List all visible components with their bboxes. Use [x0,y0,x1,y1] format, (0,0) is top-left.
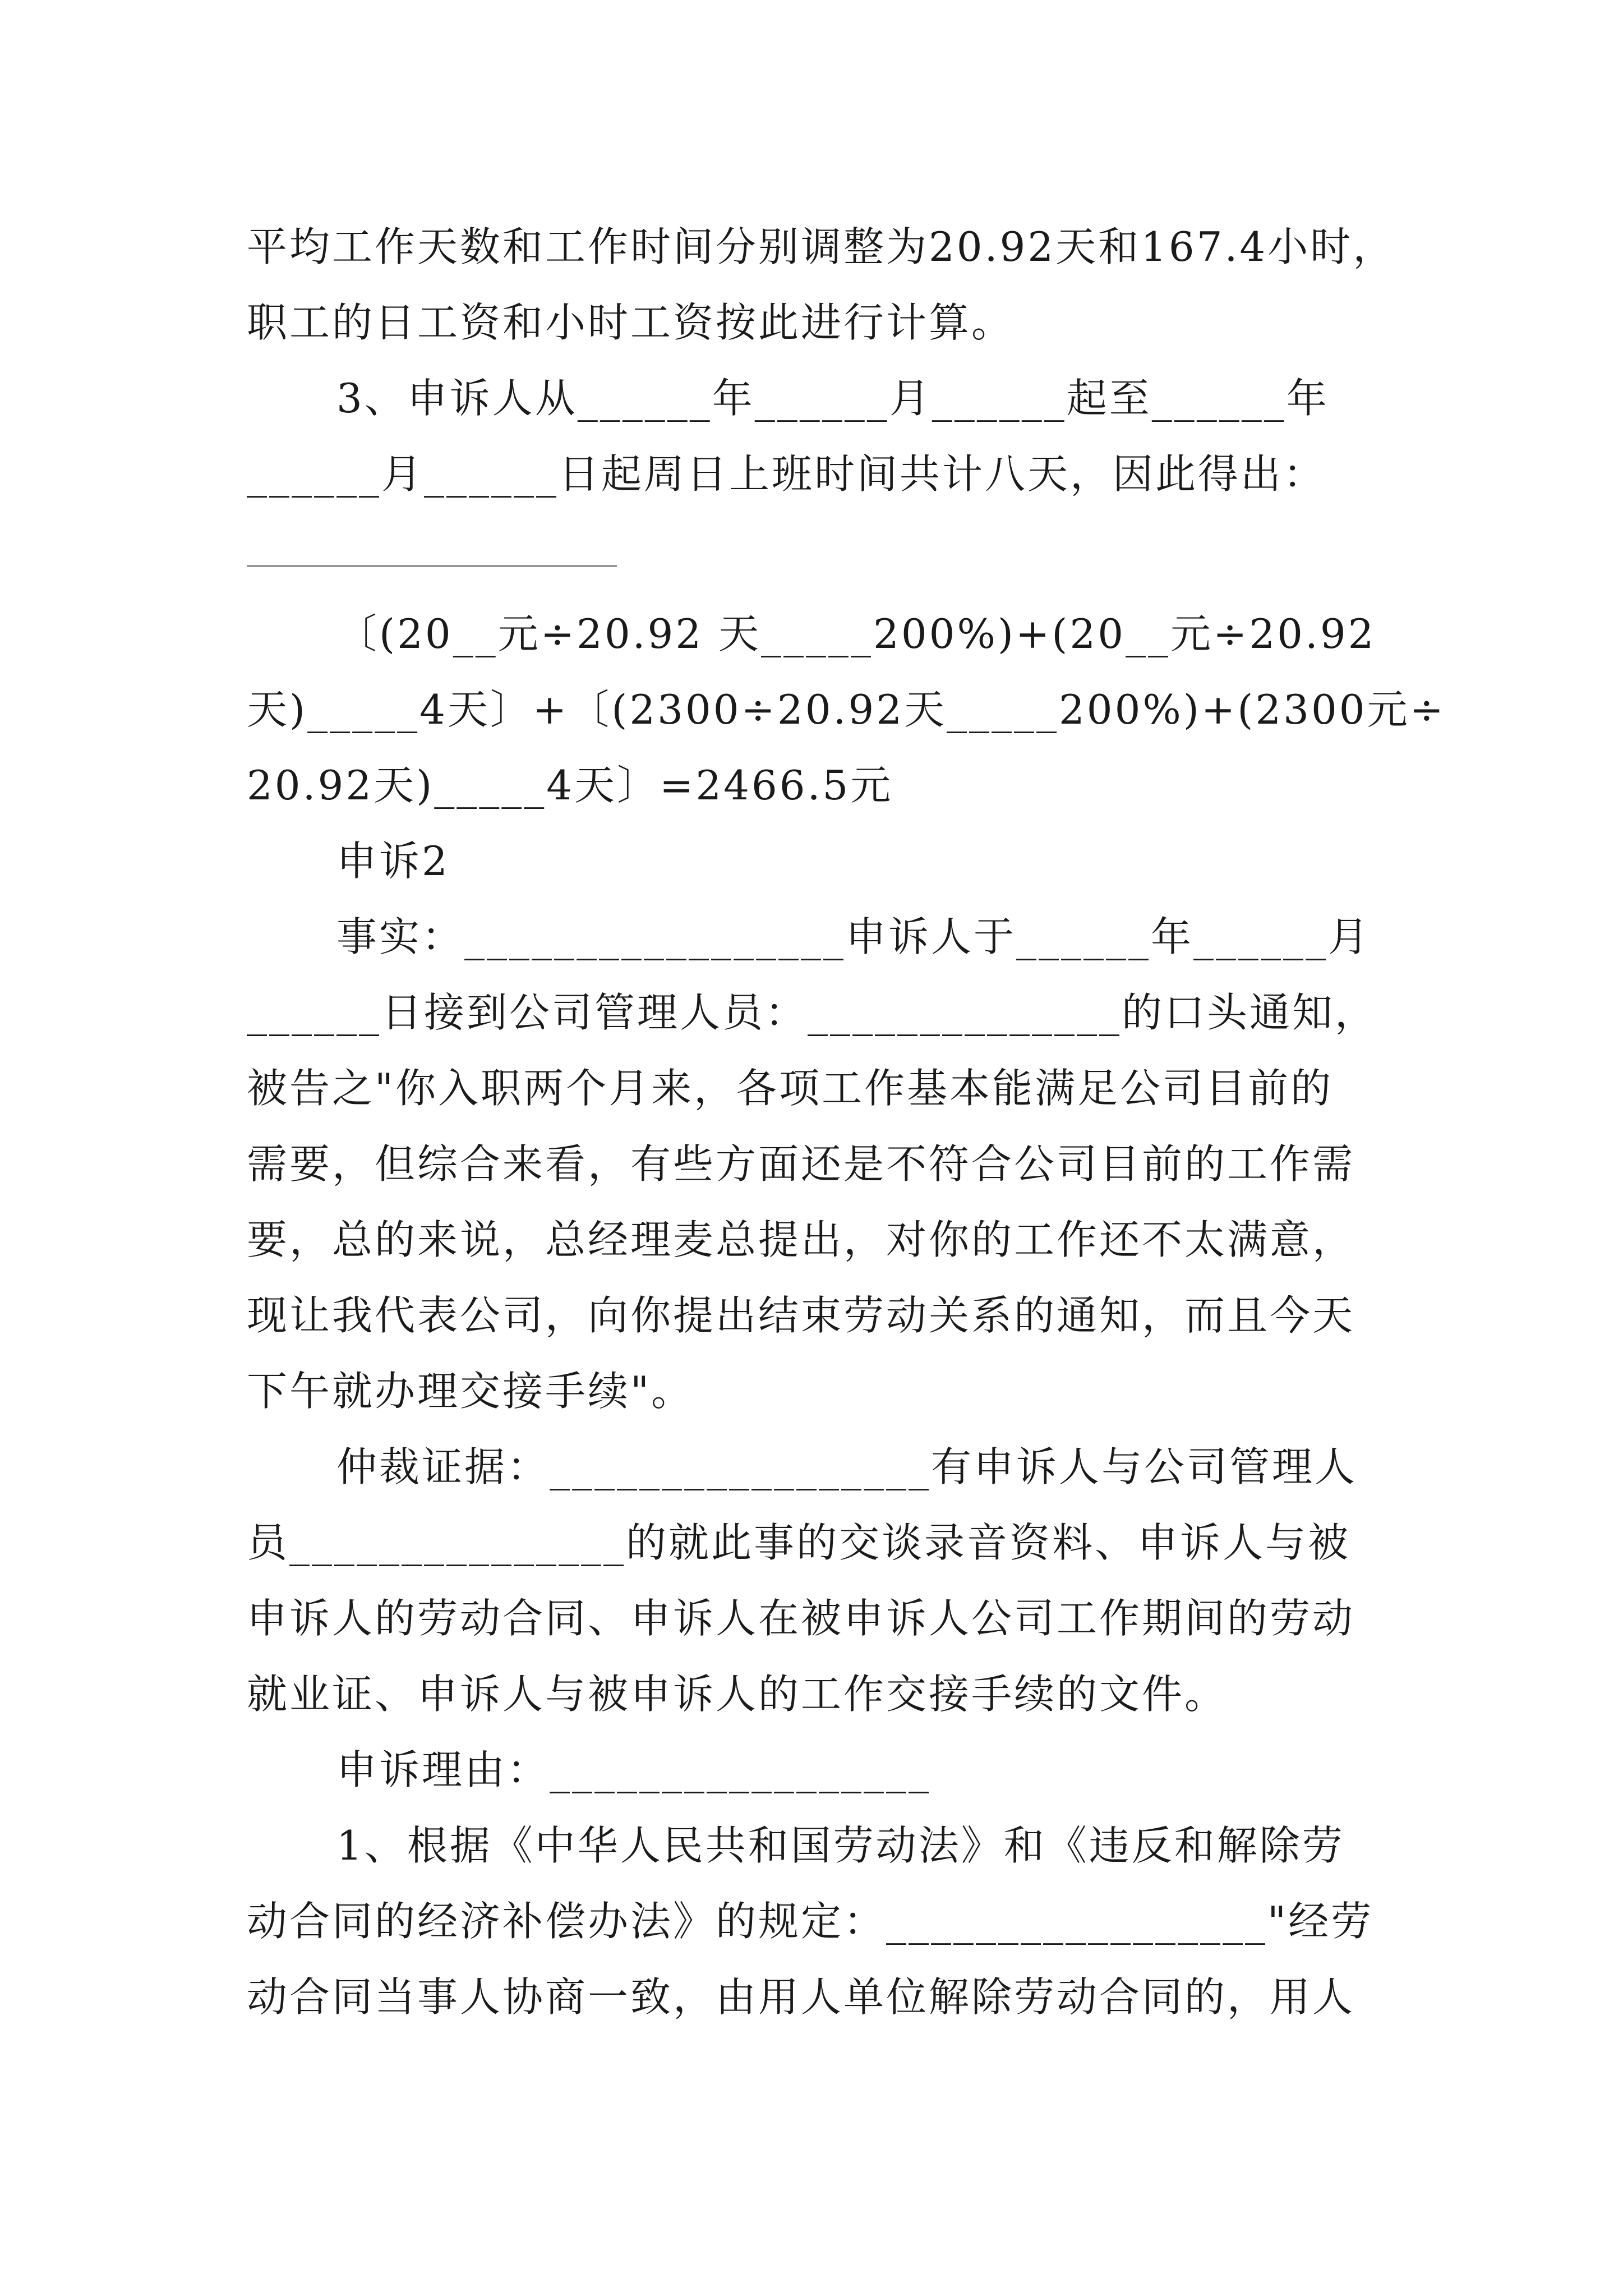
body-line: 员_______________的就此事的交谈录音资料、申诉人与被 [247,1519,1351,1566]
body-line: 申诉理由：_________________ [336,1746,932,1793]
blank-rule [247,565,617,567]
body-line: 事实：_________________申诉人于______年______月 [336,913,1371,960]
body-line: 3、申诉人从______年______月______起至______年 [336,375,1329,422]
body-line: 需要，但综合来看，有些方面还是不符合公司目前的工作需 [247,1140,1355,1188]
body-line: 1、根据《中华人民共和国劳动法》和《违反和解除劳 [336,1822,1345,1869]
body-line: ______月______日起周日上班时间共计八天，因此得出： [247,450,1326,498]
formula-line: 天)_____4天〕+〔(2300÷20.92天_____200%)+(2300元÷ [247,686,1446,733]
body-line: ______日接到公司管理人员：______________的口头通知， [247,989,1378,1036]
body-line: 动合同的经济补偿办法》的规定：_________________"经劳 [247,1898,1374,1945]
body-line: 动合同当事人协商一致，由用人单位解除劳动合同的，用人 [247,1973,1355,2021]
body-line: 下午就办理交接手续"。 [247,1368,694,1415]
formula-line: 〔(20__元÷20.92 天_____200%)+(20__元÷20.92 [336,610,1376,657]
body-line: 申诉人的劳动合同、申诉人在被申诉人公司工作期间的劳动 [247,1595,1355,1642]
body-line: 现让我代表公司，向你提出结束劳动关系的通知，而且今天 [247,1292,1355,1339]
body-line: 被告之"你入职两个月来，各项工作基本能满足公司目前的 [247,1065,1334,1112]
body-line: 职工的日工资和小时工资按此进行计算。 [247,299,1015,346]
section-heading: 申诉2 [336,838,450,885]
body-line: 就业证、申诉人与被申诉人的工作交接手续的文件。 [247,1671,1228,1718]
body-line: 要，总的来说，总经理麦总提出，对你的工作还不太满意， [247,1216,1355,1263]
body-line: 平均工作天数和工作时间分别调整为20.92天和167.4小时， [247,223,1396,270]
formula-line: 20.92天)_____4天〕=2466.5元 [247,762,893,809]
body-line: 仲裁证据：_________________有申诉人与公司管理人 [336,1443,1358,1490]
